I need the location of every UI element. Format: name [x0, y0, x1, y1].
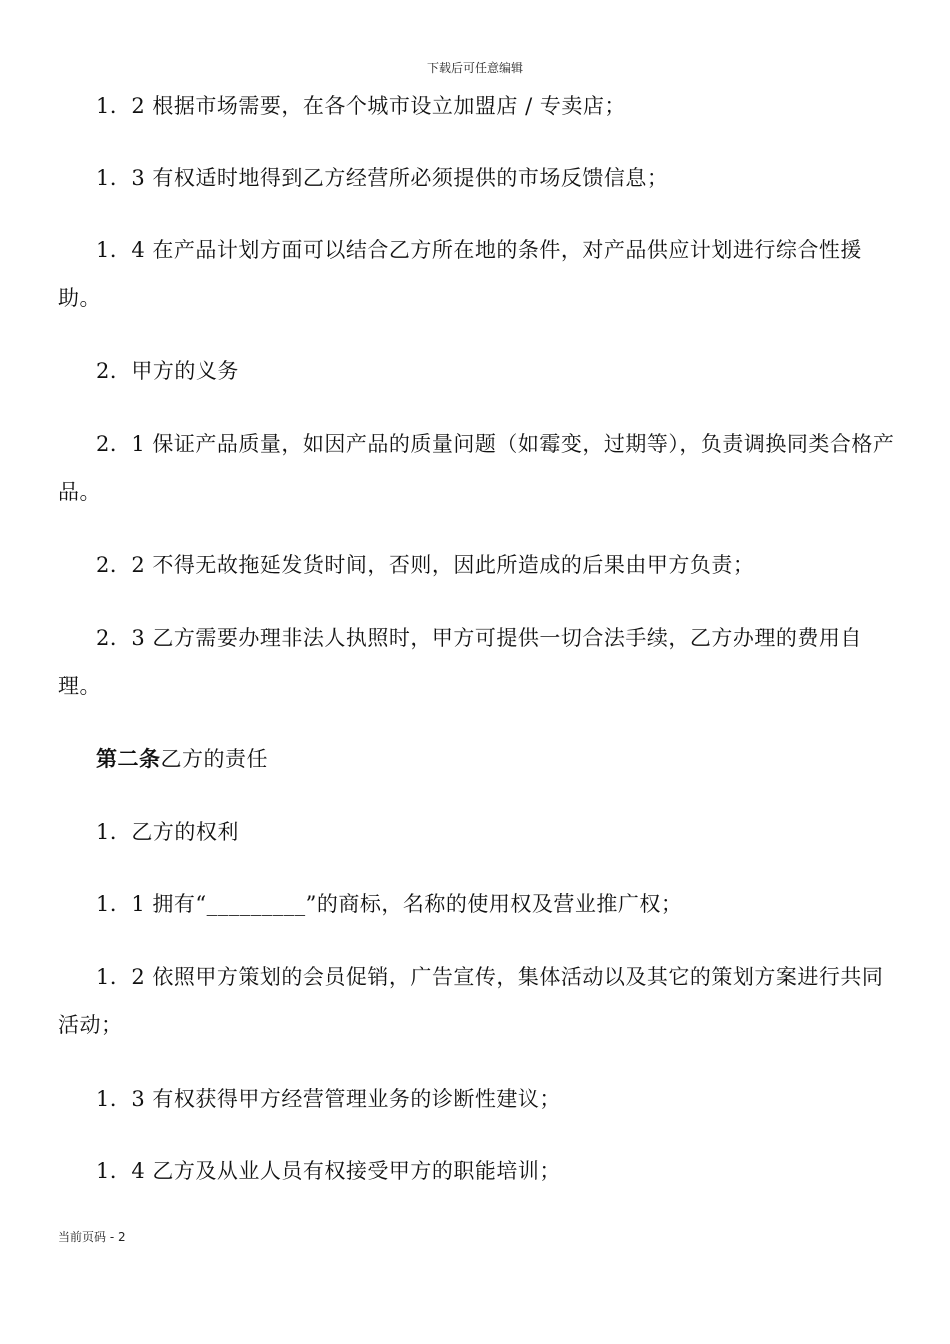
- page-header: 下载后可任意编辑: [426, 61, 523, 75]
- page-footer: 当前页码 - 2: [58, 1230, 126, 1244]
- paragraph-b-1-2: 1．2 依照甲方策划的会员促销，广告宣传，集体活动以及其它的策划方案进行共同活动；: [58, 965, 884, 1037]
- paragraph-2-1: 2．1 保证产品质量，如因产品的质量问题（如霉变，过期等），负责调换同类合格产品。: [58, 432, 895, 504]
- paragraph-b-1-1: 1．1 拥有“_________”的商标，名称的使用权及营业推广权；: [96, 892, 683, 916]
- paragraph-1-3: 1．3 有权适时地得到乙方经营所必须提供的市场反馈信息；: [96, 166, 669, 190]
- paragraph-1-4: 1．4 在产品计划方面可以结合乙方所在地的条件，对产品供应计划进行综合性援助。: [58, 238, 862, 310]
- article-2-label: 第二条: [96, 746, 161, 771]
- paragraph-b-1-4: 1．4 乙方及从业人员有权接受甲方的职能培训；: [96, 1159, 561, 1183]
- paragraph-2-heading: 2．甲方的义务: [96, 359, 239, 383]
- paragraph-1-2: 1．2 根据市场需要，在各个城市设立加盟店 / 专卖店；: [96, 94, 626, 118]
- paragraph-2-2: 2．2 不得无故拖延发货时间，否则，因此所造成的后果由甲方负责；: [96, 553, 755, 577]
- article-2-title: 乙方的责任: [160, 747, 268, 771]
- paragraph-2-3: 2．3 乙方需要办理非法人执照时，甲方可提供一切合法手续，乙方办理的费用自理。: [58, 626, 862, 698]
- article-2-heading: [58, 735, 898, 783]
- paragraph-party-b-rights: 1．乙方的权利: [96, 820, 239, 844]
- paragraph-b-1-3: 1．3 有权获得甲方经营管理业务的诊断性建议；: [96, 1087, 561, 1111]
